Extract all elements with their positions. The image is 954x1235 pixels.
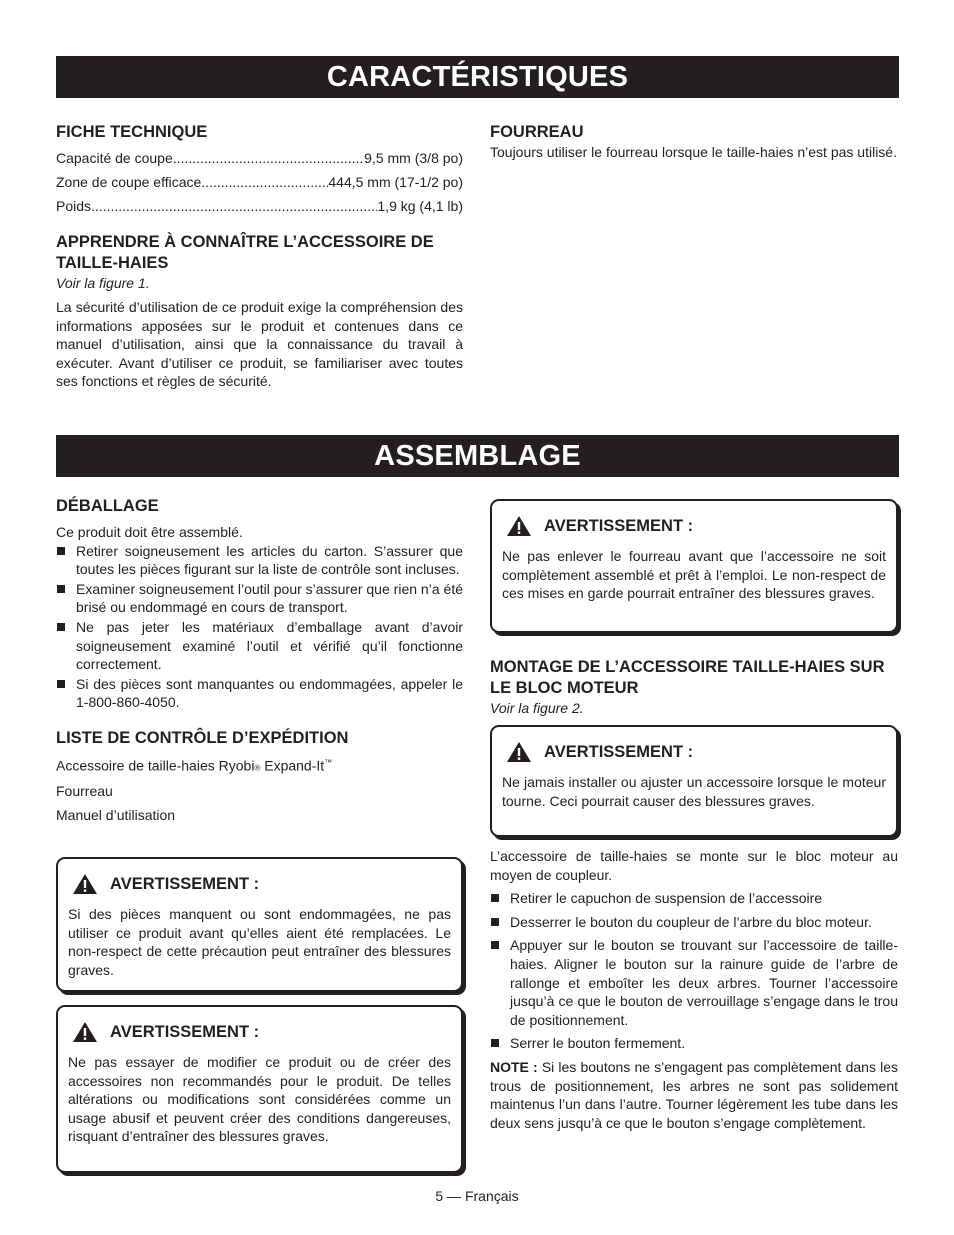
warning-header [68, 1021, 451, 1043]
montage-body [490, 847, 898, 1132]
warning-box-modification [56, 1005, 463, 1173]
caracteristiques-banner: CARACTÉRISTIQUES [56, 56, 899, 98]
deballage-heading: DÉBALLAGE [56, 497, 159, 515]
deballage-intro: Ce produit doit être assemblé. [56, 524, 243, 540]
warning-title: AVERTISSEMENT : [110, 1022, 260, 1041]
montage-intro: L’accessoire de taille-haies se monte sur le bloc moteur au moyen de coupleur. [490, 848, 898, 883]
deballage-list [56, 542, 463, 712]
warning-text: Ne pas essayer de modifier ce produit ou de créer des accessoires non recommandés pour le produit. De telles altérations ou modifications sont considérées comme un usage abusif et peuvent créer des conditions dangereuses, risquant d’entraîner des blessures graves. [68, 1054, 451, 1145]
item-text: Expand-It [260, 757, 325, 774]
fiche-technique-heading: FICHE TECHNIQUE [56, 123, 208, 141]
montage-heading: MONTAGE DE L’ACCESSOIRE TAILLE-HAIES SUR LE BLOC MOTEUR [490, 658, 885, 697]
warning-box-sheath [490, 499, 898, 633]
warning-triangle-icon [72, 873, 98, 895]
page-footer: 5 — Français [435, 1188, 519, 1204]
liste-controle-items [56, 751, 463, 827]
apprendre-text: La sécurité d’utilisation de ce produit exige la compréhension des informations apposées sur le produit et contenues dans ce manuel d’utilisation, ainsi que la connaissance du travail à exécuter. Avant d’utiliser ce produit, se familiariser avec toutes ses fonctions et règles de sécurité. [56, 299, 463, 390]
list-item: Si des pièces sont manquantes ou endommagées, appeler le 1-800-860-4050. [56, 675, 463, 712]
warning-text: Si des pièces manquent ou sont endommagées, ne pas utiliser ce produit avant qu’elles aient été remplacées. Le non-respect de cette précaution peut entraîner des blessures graves. [68, 906, 451, 978]
list-item: Desserrer le bouton du coupleur de l’arbre du bloc moteur. [490, 913, 898, 932]
list-item: Fourreau [56, 783, 113, 800]
montage-note [490, 1058, 898, 1132]
caracteristiques-right-column [490, 122, 898, 162]
spec-label: Poids [56, 198, 92, 214]
warning-triangle-icon [506, 515, 532, 537]
figure-1-reference: Voir la figure 1. [56, 275, 150, 291]
registered-mark: ® [254, 763, 261, 773]
warning-title: AVERTISSEMENT : [110, 874, 260, 893]
apprendre-heading: APPRENDRE À CONNAÎTRE L’ACCESSOIRE DE TAILLE-HAIES [56, 233, 434, 272]
list-item: Manuel d’utilisation [56, 806, 176, 823]
warning-text: Ne pas enlever le fourreau avant que l’accessoire ne soit complètement assemblé et prêt à l’emploi. Le non-respect de ces mises en garde pourrait entraîner des blessures graves. [502, 548, 886, 602]
note-text: Si les boutons ne s’engagent pas complètement dans les trous de positionnement, les arbres ne sont pas solidement maintenus l’un dans l’autre. Tourner légèrement les tube dans les deux sens jusqu’à ce que le bouton s’engage complètement. [490, 1058, 898, 1131]
warning-text: Ne jamais installer ou ajuster un accessoire lorsque le moteur tourne. Ceci pourrait causer des blessures graves. [502, 774, 886, 809]
warning-triangle-icon [506, 741, 532, 763]
list-item: Retirer soigneusement les articles du carton. S’assurer que toutes les pièces figurant sur la liste de contrôle sont incluses. [56, 542, 463, 579]
spec-row [56, 146, 463, 170]
warning-title: AVERTISSEMENT : [544, 516, 694, 535]
spec-label: Capacité de coupe [56, 150, 173, 166]
caracteristiques-left-column [56, 122, 463, 391]
montage-list [490, 889, 898, 1053]
spec-row [56, 194, 463, 218]
list-item: Examiner soigneusement l’outil pour s’assurer que rien n’a été brisé ou endommagé en cours de transport. [56, 580, 463, 617]
spec-row [56, 170, 463, 194]
warning-box-missing-parts [56, 857, 463, 992]
list-item [56, 751, 463, 780]
list-item: Ne pas jeter les matériaux d’emballage avant d’avoir soigneusement examiné l’outil et vérifié qu’il fonctionne correctement. [56, 618, 463, 674]
warning-header [502, 741, 886, 763]
warning-header [68, 873, 451, 895]
fourreau-heading: FOURREAU [490, 123, 584, 141]
trademark-mark: ™ [324, 757, 333, 767]
warning-title: AVERTISSEMENT : [544, 742, 694, 761]
list-item: Appuyer sur le bouton se trouvant sur l’accessoire de taille-haies. Aligner le bouton sur la rainure guide de l’arbre de rallonge et emboîter les deux arbres. Tourner l’accessoire jusqu’à ce que le bouton de verrouillage s’engage dans le trou de positionnement. [490, 936, 898, 1029]
list-item: Serrer le bouton fermement. [490, 1034, 898, 1053]
assemblage-banner: ASSEMBLAGE [56, 435, 899, 477]
fourreau-text: Toujours utiliser le fourreau lorsque le taille-haies n’est pas utilisé. [490, 144, 897, 160]
warning-box-engine-running [490, 725, 898, 837]
montage-section [490, 657, 898, 723]
note-label: NOTE : [490, 1058, 538, 1075]
spec-value: 1,9 kg (4,1 lb) [377, 198, 463, 214]
spec-value: 444,5 mm (17-1/2 po) [328, 174, 463, 190]
spec-label: Zone de coupe efficace [56, 174, 202, 190]
warning-header [502, 515, 886, 537]
assemblage-left-column [56, 496, 463, 827]
figure-2-reference: Voir la figure 2. [490, 700, 584, 716]
item-text: Accessoire de taille-haies Ryobi [56, 757, 255, 774]
spec-value: 9,5 mm (3/8 po) [364, 150, 463, 166]
liste-controle-heading: LISTE DE CONTRÔLE D’EXPÉDITION [56, 728, 349, 747]
spec-table [56, 146, 463, 218]
warning-triangle-icon [72, 1021, 98, 1043]
list-item: Retirer le capuchon de suspension de l’accessoire [490, 889, 898, 908]
